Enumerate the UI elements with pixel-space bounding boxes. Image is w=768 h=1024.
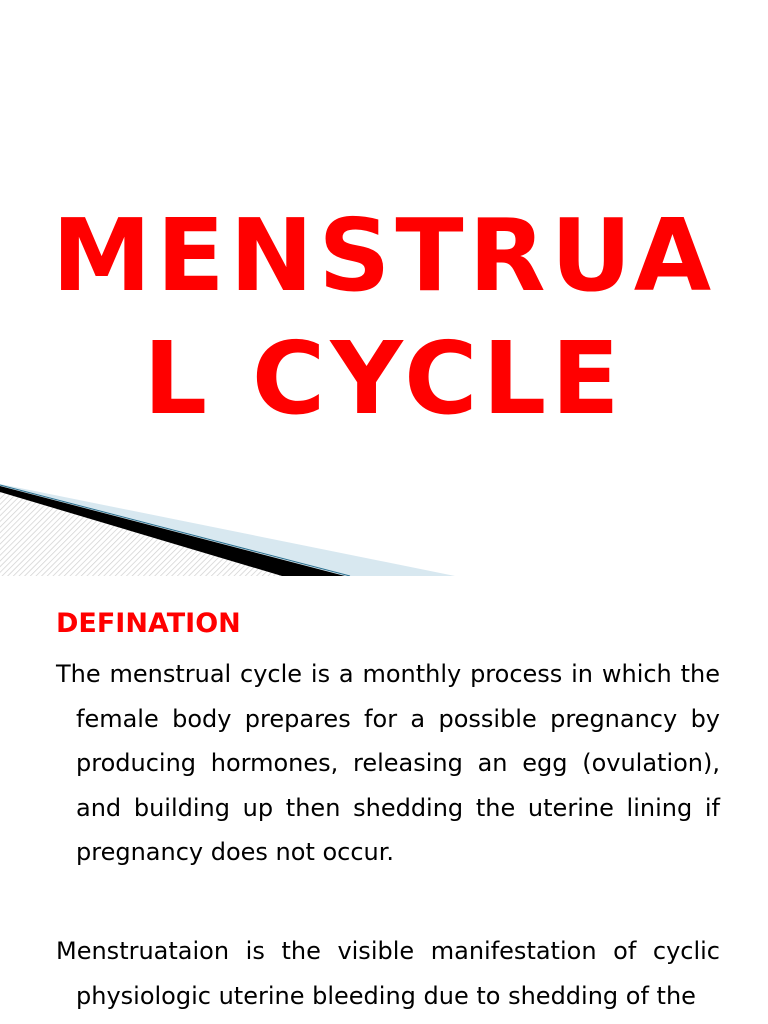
swoosh-decoration (0, 470, 768, 576)
slide-title (40, 194, 728, 440)
section-heading: DEFINATION (56, 608, 241, 639)
title-line-1: MENSTRUA (51, 197, 717, 314)
paragraph-definition: The menstrual cycle is a monthly process in which the female body prepares for a possible pregnancy by producing hormones, releasing an egg (ovulation), and building up then shedding the uterine lining if pregnancy does not occur. (56, 660, 720, 866)
paragraph-menstruation: Menstruataion is the visible manifestation of cyclic physiologic uterine bleeding due to shedding of the (56, 937, 720, 1010)
title-line-2: L CYCLE (143, 320, 625, 437)
